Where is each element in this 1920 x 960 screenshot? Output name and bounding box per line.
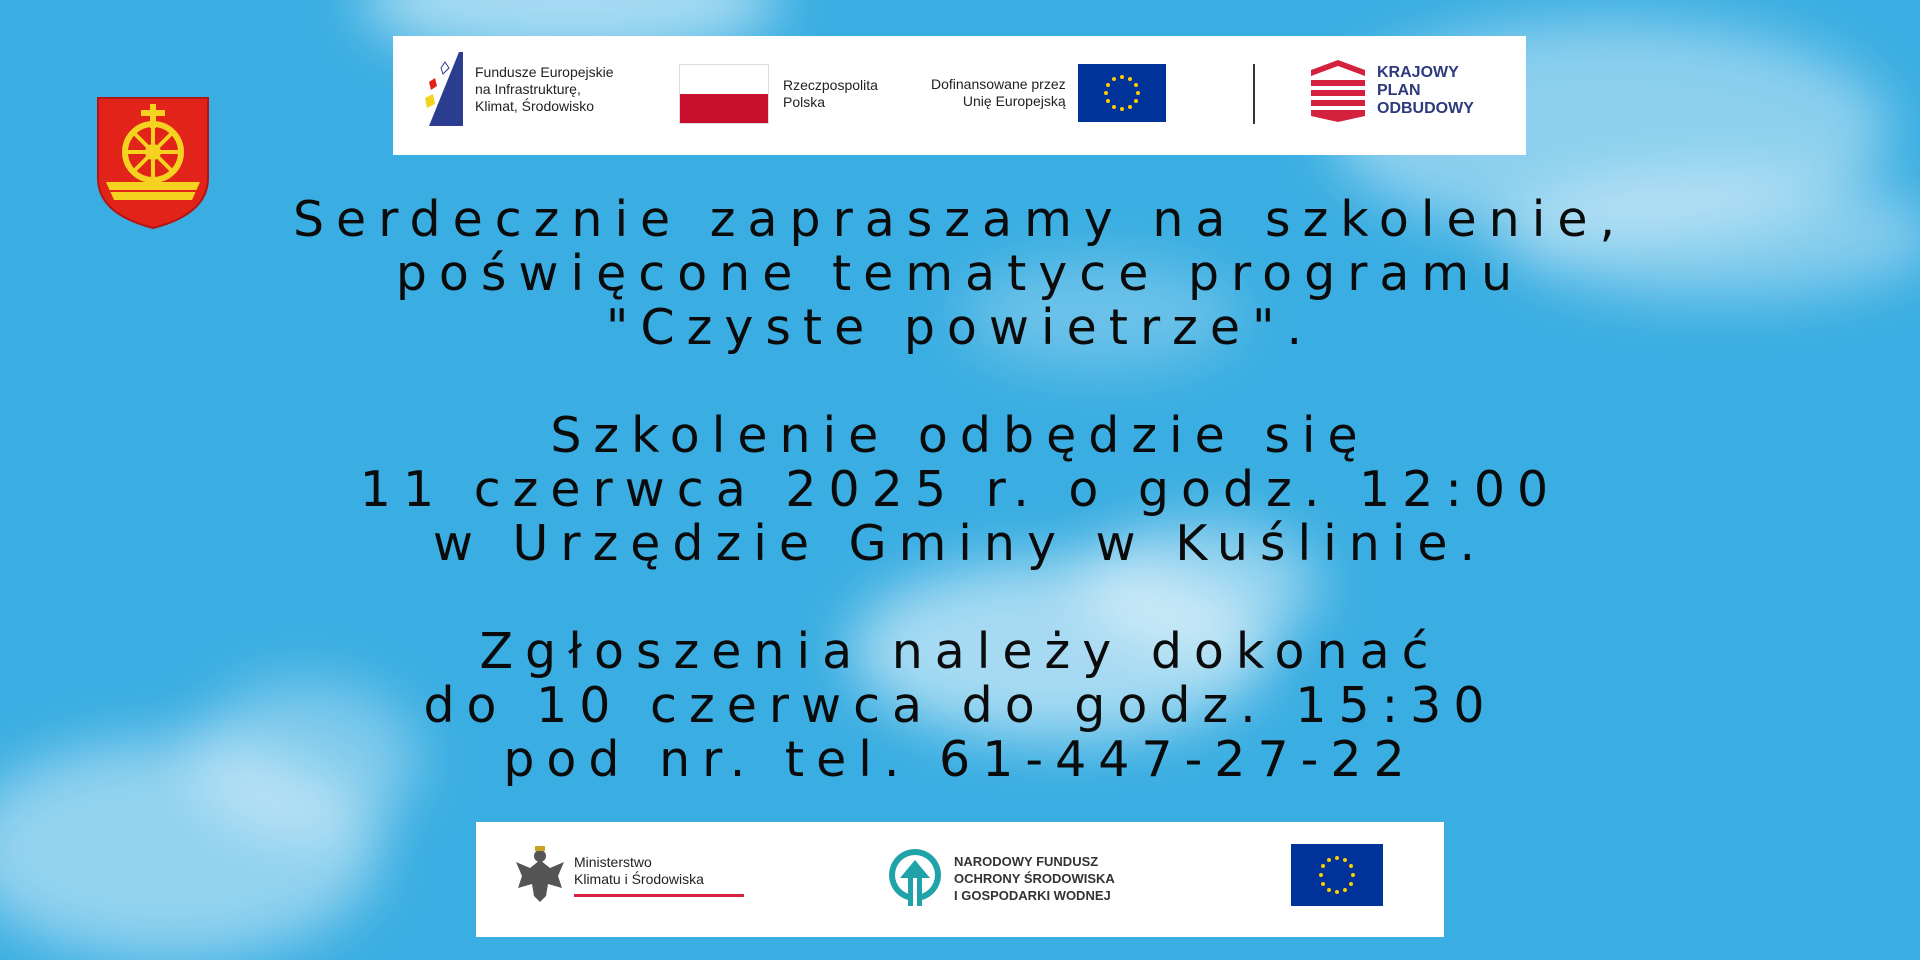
ue-line-1: Dofinansowane przez	[931, 76, 1066, 92]
details-line-2: 11 czerwca 2025 r. o godz. 12:00	[359, 461, 1561, 518]
fe-logo	[423, 50, 614, 128]
kpo-logo	[1311, 60, 1474, 122]
intro-line-1: Serdecznie zapraszamy na szkolenie,	[292, 191, 1628, 248]
eu-cofinance-logo	[931, 64, 1166, 122]
partner-logos-banner	[476, 822, 1444, 937]
nfos-logo-icon	[888, 848, 942, 908]
intro-line-3: "Czyste powietrze".	[605, 299, 1315, 356]
rp-line-2: Polska	[783, 94, 826, 110]
fe-stars-icon	[423, 50, 465, 128]
nfos-logo	[888, 848, 1115, 908]
ministry-logo	[512, 844, 744, 906]
announcement-text	[160, 193, 1760, 787]
fe-line-2: na Infrastrukturę,	[475, 80, 581, 97]
details-line-1: Szkolenie odbędzie się	[550, 407, 1370, 464]
ue-line-2: Unię Europejską	[962, 93, 1066, 109]
white-eagle-icon	[512, 844, 568, 906]
poland-flag-icon	[679, 64, 769, 124]
registration-line-3: pod nr. tel. 61-447-27-22	[503, 731, 1417, 788]
ministry-redline	[574, 894, 744, 897]
kpo-line-2: PLAN	[1377, 82, 1421, 99]
kpo-line-1: KRAJOWY	[1377, 64, 1459, 81]
intro-line-2: poświęcone tematyce programu	[395, 245, 1525, 302]
logo-divider	[1253, 64, 1255, 124]
nfos-line-3: I GOSPODARKI WODNEJ	[954, 887, 1111, 903]
eu-flag-icon	[1291, 844, 1383, 906]
registration-line-2: do 10 czerwca do godz. 15:30	[423, 677, 1497, 734]
nfos-line-1: NARODOWY FUNDUSZ	[954, 853, 1099, 869]
ministry-line-1: Ministerstwo	[574, 853, 652, 870]
fe-line-3: Klimat, Środowisko	[475, 97, 595, 114]
funding-logos-banner	[393, 36, 1526, 155]
eu-logo	[1291, 844, 1383, 906]
ministry-line-2: Klimatu i Środowiska	[574, 870, 704, 887]
rp-logo	[679, 64, 878, 124]
eu-flag-icon	[1078, 64, 1166, 122]
fe-line-1: Fundusze Europejskie	[475, 63, 614, 80]
nfos-line-2: OCHRONY ŚRODOWISKA	[954, 870, 1115, 886]
registration-line-1: Zgłoszenia należy dokonać	[479, 623, 1441, 680]
details-line-3: w Urzędzie Gminy w Kuślinie.	[432, 515, 1488, 572]
kpo-logo-icon	[1311, 60, 1365, 122]
rp-line-1: Rzeczpospolita	[783, 77, 878, 93]
kpo-line-3: ODBUDOWY	[1377, 100, 1474, 117]
